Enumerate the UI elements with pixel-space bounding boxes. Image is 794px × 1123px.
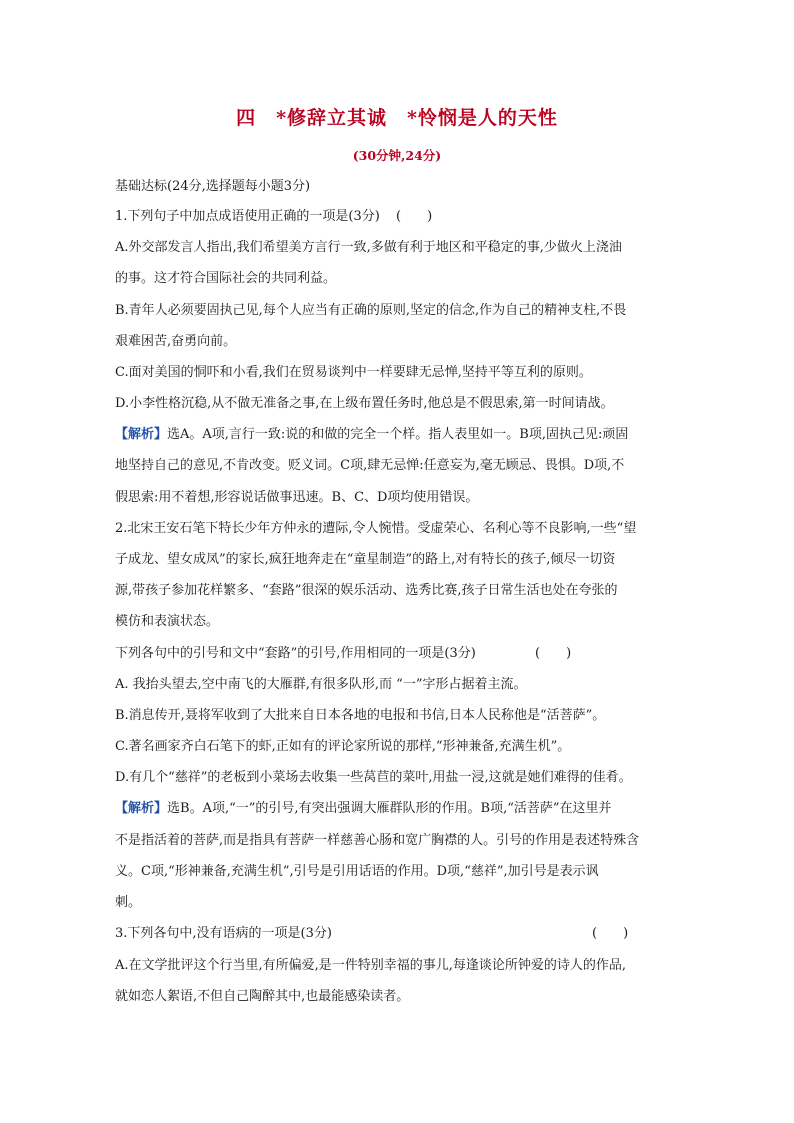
q2-option-a: A. 我抬头望去,空中南飞的大雁群,有很多队形,而 “一”字形占据着主流。 [115,677,527,692]
q2-option-c: C.著名画家齐白石笔下的虾,正如有的评论家所说的那样,“形神兼备,充满生机”。 [115,739,571,754]
q2-option-d: D.有几个“慈祥”的老板到小菜场去收集一些莴苣的菜叶,用盐一浸,这就是她们难得的佳肴。 [115,770,632,785]
q1-analysis-line3: 假思索:用不着想,形容说话做事迅速。B、C、D项均使用错误。 [115,490,479,505]
q2-analysis-line1 [115,800,612,818]
q1-answer-blank: ( ) [396,209,433,224]
q1-analysis-line1 [115,426,628,444]
q1-option-a-line1: A.外交部发言人指出,我们希望美方言行一致,多做有利于地区和平稳定的事,少做火上浇油 [115,240,622,255]
q2-analysis-line4: 刺。 [115,895,142,910]
q3-answer-blank: ( ) [592,926,629,941]
q3-option-a-line2: 就如恋人絮语,不但自己陶醉其中,也最能感染读者。 [115,989,410,1004]
q2-analysis-line3: 义。C项,“形神兼备,充满生机”,引号是引用话语的作用。D项,“慈祥”,加引号是表示讽 [115,864,599,879]
q1-option-c: C.面对美国的恫吓和小看,我们在贸易谈判中一样要肆无忌惮,坚持平等互利的原则。 [115,365,592,380]
page-title: 四 *修辞立其诚 *怜悯是人的天性 [236,107,558,129]
q2-analysis-text: 选B。A项,“一”的引号,有突出强调大雁群队形的作用。B项,“活菩萨”在这里并 [167,801,612,816]
q3-stem: 3.下列各句中,没有语病的一项是(3分) [115,926,332,941]
q2-option-b: B.消息传开,聂将军收到了大批来自日本各地的电报和书信,日本人民称他是“活菩萨”。 [115,708,606,723]
q2-passage-line3: 源,带孩子参加花样繁多、“套路”很深的娱乐活动、选秀比赛,孩子日常生活也处在夸张的 [115,583,618,598]
q2-analysis-line2: 不是指活着的菩萨,而是指具有菩萨一样慈善心肠和宽广胸襟的人。引号的作用是表述特殊含 [115,833,640,848]
q1-analysis-text: 选A。A项,言行一致:说的和做的完全一个样。指人表里如一。B项,固执己见:顽固 [167,427,629,442]
q2-stem: 下列各句中的引号和文中“套路”的引号,作用相同的一项是(3分) [115,646,476,661]
page-subtitle: (30分钟,24分) [352,148,442,163]
q1-analysis-line2: 地坚持自己的意见,不肯改变。贬义词。C项,肆无忌惮:任意妄为,毫无顾忌、畏惧。D项,不 [115,458,625,473]
q2-passage-line2: 子成龙、望女成凤”的家长,疯狂地奔走在“童星制造”的路上,对有特长的孩子,倾尽一切资 [115,552,616,567]
q2-analysis-tag: 【解析】 [115,801,168,816]
q1-analysis-tag: 【解析】 [115,427,168,442]
q2-answer-blank: ( ) [535,646,572,661]
section-heading: 基础达标(24分,选择题每小题3分) [115,179,311,194]
q2-passage-line1: 2.北宋王安石笔下特长少年方仲永的遭际,令人惋惜。受虚荣心、名利心等不良影响,一些“望 [115,521,637,536]
q1-stem: 1.下列句子中加点成语使用正确的一项是(3分) [115,209,380,224]
q1-option-b-line1: B.青年人必须要固执己见,每个人应当有正确的原则,坚定的信念,作为自己的精神支柱,不畏 [115,303,627,318]
q1-option-b-line2: 艰难困苦,奋勇向前。 [115,334,237,349]
q1-option-a-line2: 的事。这才符合国际社会的共同利益。 [115,271,337,286]
q1-option-d: D.小李性格沉稳,从不做无准备之事,在上级布置任务时,他总是不假思索,第一时间请战。 [115,396,614,411]
q3-option-a-line1: A.在文学批评这个行当里,有所偏爱,是一件特别幸福的事儿,每逢谈论所钟爱的诗人的作品, [115,958,627,973]
q2-passage-line4: 模仿和表演状态。 [115,614,220,629]
